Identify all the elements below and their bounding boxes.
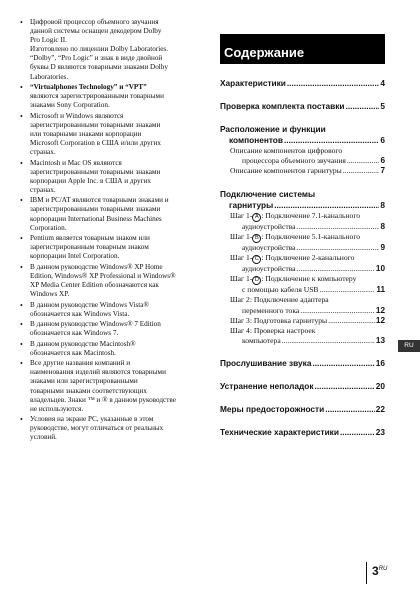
- note-pc-conditions: [20, 415, 210, 442]
- page-number-suffix: RU: [378, 566, 388, 572]
- toc-entry-label: аудиоустройства: [242, 264, 296, 274]
- toc-entry-page: 23: [375, 427, 385, 438]
- toc-entry-precautions[interactable]: [220, 404, 385, 415]
- toc-entry-label: Устранение неполадок: [220, 381, 314, 392]
- toc-entry-page: 22: [375, 404, 385, 415]
- note-line: данной системы оснащен декодером Dolby: [30, 27, 162, 36]
- step-prefix: Шаг 1-: [230, 253, 253, 263]
- note-line: являются зарегистрированными товарными: [30, 92, 164, 101]
- note-line: наименования изделий являются товарными: [30, 368, 166, 377]
- note-line: буквы D являются товарными знаками Dolby: [30, 63, 168, 72]
- page-number: [366, 562, 387, 584]
- toc-entry-label: Шаг 2: Подключение адаптера: [230, 295, 329, 305]
- note-line: странах.: [30, 148, 56, 157]
- note-vpt: [20, 83, 210, 110]
- note-line: обозначается как Windows Vista.: [30, 309, 130, 318]
- toc-entry-step1a[interactable]: [220, 211, 385, 232]
- note-line: владельцев. Знаки ™ и ® в данном руководстве: [30, 395, 176, 404]
- toc-entry-page: 12: [375, 305, 385, 315]
- toc-entry-label: компьютера: [242, 336, 281, 346]
- toc-entry-label: с помощью кабеля USB: [242, 285, 319, 295]
- toc-entry-page: 4: [380, 78, 385, 88]
- language-tab: RU: [398, 340, 420, 352]
- toc-entry-page: 5: [380, 101, 385, 111]
- toc-entry-label: процессора объемного звучания: [242, 156, 346, 166]
- note-line: условий.: [30, 433, 57, 442]
- toc-entry-label: Меры предосторожности: [220, 404, 325, 415]
- note-line: Laboratories.: [30, 72, 69, 81]
- note-microsoft: [20, 112, 210, 157]
- note-line: • Microsoft и Windows являются: [30, 111, 124, 120]
- note-line: зарегистрированными товарными знаками: [30, 120, 161, 129]
- toc-entry-page: 20: [375, 381, 385, 392]
- note-apple: [20, 159, 210, 195]
- toc-entry-page: 9: [380, 242, 385, 252]
- toc-entry-label: Подключение системы: [220, 188, 316, 199]
- toc-entry-label: Прослушивание звука: [220, 358, 312, 369]
- toc-entry-label: гарнитуры: [229, 199, 274, 210]
- toc-entry-step3[interactable]: [220, 316, 385, 326]
- toc-entry-connecting[interactable]: [220, 189, 385, 211]
- toc-title: Содержание: [220, 34, 385, 64]
- table-of-contents: [220, 34, 385, 438]
- toc-entry-troubleshooting[interactable]: [220, 381, 385, 392]
- toc-entry-label: Проверка комплекта поставки: [220, 101, 345, 111]
- note-line: Microsoft Corporation в США и/или других: [30, 139, 161, 147]
- toc-entry-page: 8: [380, 199, 385, 210]
- toc-entry-page: 8: [380, 221, 385, 231]
- note-dolby: [20, 18, 210, 82]
- toc-entry-label: Шаг 3: Подготовка гарнитуры: [230, 315, 328, 325]
- toc-entry-page: 6: [380, 135, 385, 145]
- note-line: знаками или зарегистрированными: [30, 377, 138, 386]
- circled-letter-d: D: [252, 276, 261, 285]
- note-line: Windows XP.: [30, 290, 70, 299]
- toc-entry-label: Шаг 4: Проверка настроек: [230, 326, 316, 336]
- toc-entry-label: : Подключение 2-канального: [261, 253, 355, 263]
- note-line: • В данном руководстве Windows® XP Home: [30, 262, 163, 271]
- toc-entry-label: : Подключение 7.1-канального: [261, 210, 361, 220]
- toc-entry-step1d[interactable]: [220, 274, 385, 295]
- toc-entry-desc-processor[interactable]: [220, 146, 385, 166]
- toc-entry-label: аудиоустройства: [242, 221, 296, 231]
- circled-letter-a: A: [252, 213, 261, 222]
- note-line: товарными знаками соответствующих: [30, 386, 147, 395]
- note-line: • Pentium является товарным знаком или: [30, 234, 150, 243]
- note-line: руководстве, могут отличаться от реальных: [30, 424, 164, 433]
- trademark-notes: [20, 18, 210, 444]
- toc-entry-label: переменного тока: [242, 305, 300, 315]
- note-macintosh: [20, 340, 210, 358]
- note-line: знаками Sony Corporation.: [30, 101, 110, 110]
- note-line: корпорации Apple Inc. в США и других: [30, 176, 152, 185]
- step-prefix: Шаг 1-: [230, 274, 253, 284]
- toc-entry-package-check[interactable]: [220, 101, 385, 112]
- note-ibm: [20, 196, 210, 232]
- toc-entry-label: компонентов: [229, 135, 283, 145]
- toc-entry-step2[interactable]: [220, 295, 385, 315]
- note-line: Corporation.: [30, 223, 67, 232]
- note-line: корпорации International Business Machines: [30, 214, 162, 223]
- toc-entry-page: 11: [376, 285, 385, 295]
- toc-entry-location[interactable]: [220, 124, 385, 146]
- note-line: не используются.: [30, 404, 84, 413]
- toc-entry-characteristics[interactable]: [220, 78, 385, 89]
- note-line: странах.: [30, 185, 56, 194]
- note-line: • В данном руководстве Windows® 7 Edition: [30, 320, 161, 329]
- toc-entry-step1b[interactable]: [220, 232, 385, 253]
- toc-entry-label: Технические характеристики: [220, 427, 339, 438]
- note-line: • Macintosh и Mac OS являются: [30, 158, 122, 167]
- note-line: или товарными знаками корпорации: [30, 129, 142, 138]
- note-line: зарегистрированным товарным знаком: [30, 243, 149, 252]
- toc-entry-step1c[interactable]: [220, 253, 385, 274]
- note-line: Pro Logic II.: [30, 36, 67, 45]
- toc-entry-page: 7: [380, 166, 385, 176]
- toc-entry-label: : Подключение 5.1-канального: [261, 231, 361, 241]
- note-windows-7: [20, 320, 210, 338]
- toc-entry-specifications[interactable]: [220, 427, 385, 438]
- toc-entry-label: Описание компонентов гарнитуры: [230, 166, 342, 176]
- toc-entry-label: аудиоустройства: [242, 242, 296, 252]
- note-bold-line: • “Virtualphones Technology” и “VPT”: [30, 83, 147, 92]
- note-line: • В данном руководстве Windows Vista®: [30, 300, 149, 309]
- note-line: • Цифровой процессор объемного звучания: [30, 18, 159, 26]
- toc-entry-page: 16: [375, 358, 385, 369]
- note-line: • Условия на экране PC, указанные в этом: [30, 415, 154, 424]
- toc-entry-page: 13: [375, 336, 385, 346]
- toc-entry-label: Характеристики: [220, 78, 286, 88]
- note-other-trademarks: [20, 359, 210, 414]
- note-line: • IBM и PC/AT являются товарными знаками и: [30, 196, 169, 205]
- note-pentium: [20, 234, 210, 261]
- note-line: корпорации Intel Corporation.: [30, 252, 120, 261]
- toc-entry-page: 12: [375, 315, 385, 325]
- note-line: • Все другие названия компаний и: [30, 359, 131, 368]
- note-line: Изготовлено по лицензии Dolby Laboratories.: [30, 45, 169, 54]
- note-line: XP Media Center Edition обозначаются как: [30, 280, 159, 289]
- step-prefix: Шаг 1-: [230, 210, 253, 220]
- note-line: Edition, Windows® XP Professional и Windows®: [30, 271, 176, 280]
- note-line: зарегистрированными товарными знаками: [30, 167, 161, 176]
- circled-letter-c: C: [252, 255, 261, 264]
- note-windows-vista: [20, 301, 210, 319]
- note-line: • В данном руководстве Macintosh®: [30, 339, 136, 348]
- toc-entry-listening[interactable]: [220, 358, 385, 369]
- note-line: зарегистрированными товарными знаками: [30, 205, 161, 214]
- toc-entry-step4[interactable]: [220, 326, 385, 346]
- toc-entry-page: 6: [380, 156, 385, 166]
- page-number-value: 3: [372, 564, 379, 578]
- note-windows-xp: [20, 263, 210, 299]
- step-prefix: Шаг 1-: [230, 231, 253, 241]
- circled-letter-b: B: [252, 234, 261, 243]
- note-line: “Dolby”, “Pro Logic” и знак в виде двойной: [30, 54, 163, 63]
- note-line: обозначается как Macintosh.: [30, 348, 116, 357]
- toc-entry-label: Описание компонентов цифрового: [230, 146, 343, 155]
- toc-entry-label: Расположение и функции: [220, 124, 326, 134]
- toc-entry-desc-headset[interactable]: [220, 166, 385, 176]
- toc-entry-label: : Подключение к компьютеру: [261, 274, 357, 284]
- note-line: обозначается как Windows 7.: [30, 329, 119, 338]
- toc-entry-page: 10: [375, 264, 385, 274]
